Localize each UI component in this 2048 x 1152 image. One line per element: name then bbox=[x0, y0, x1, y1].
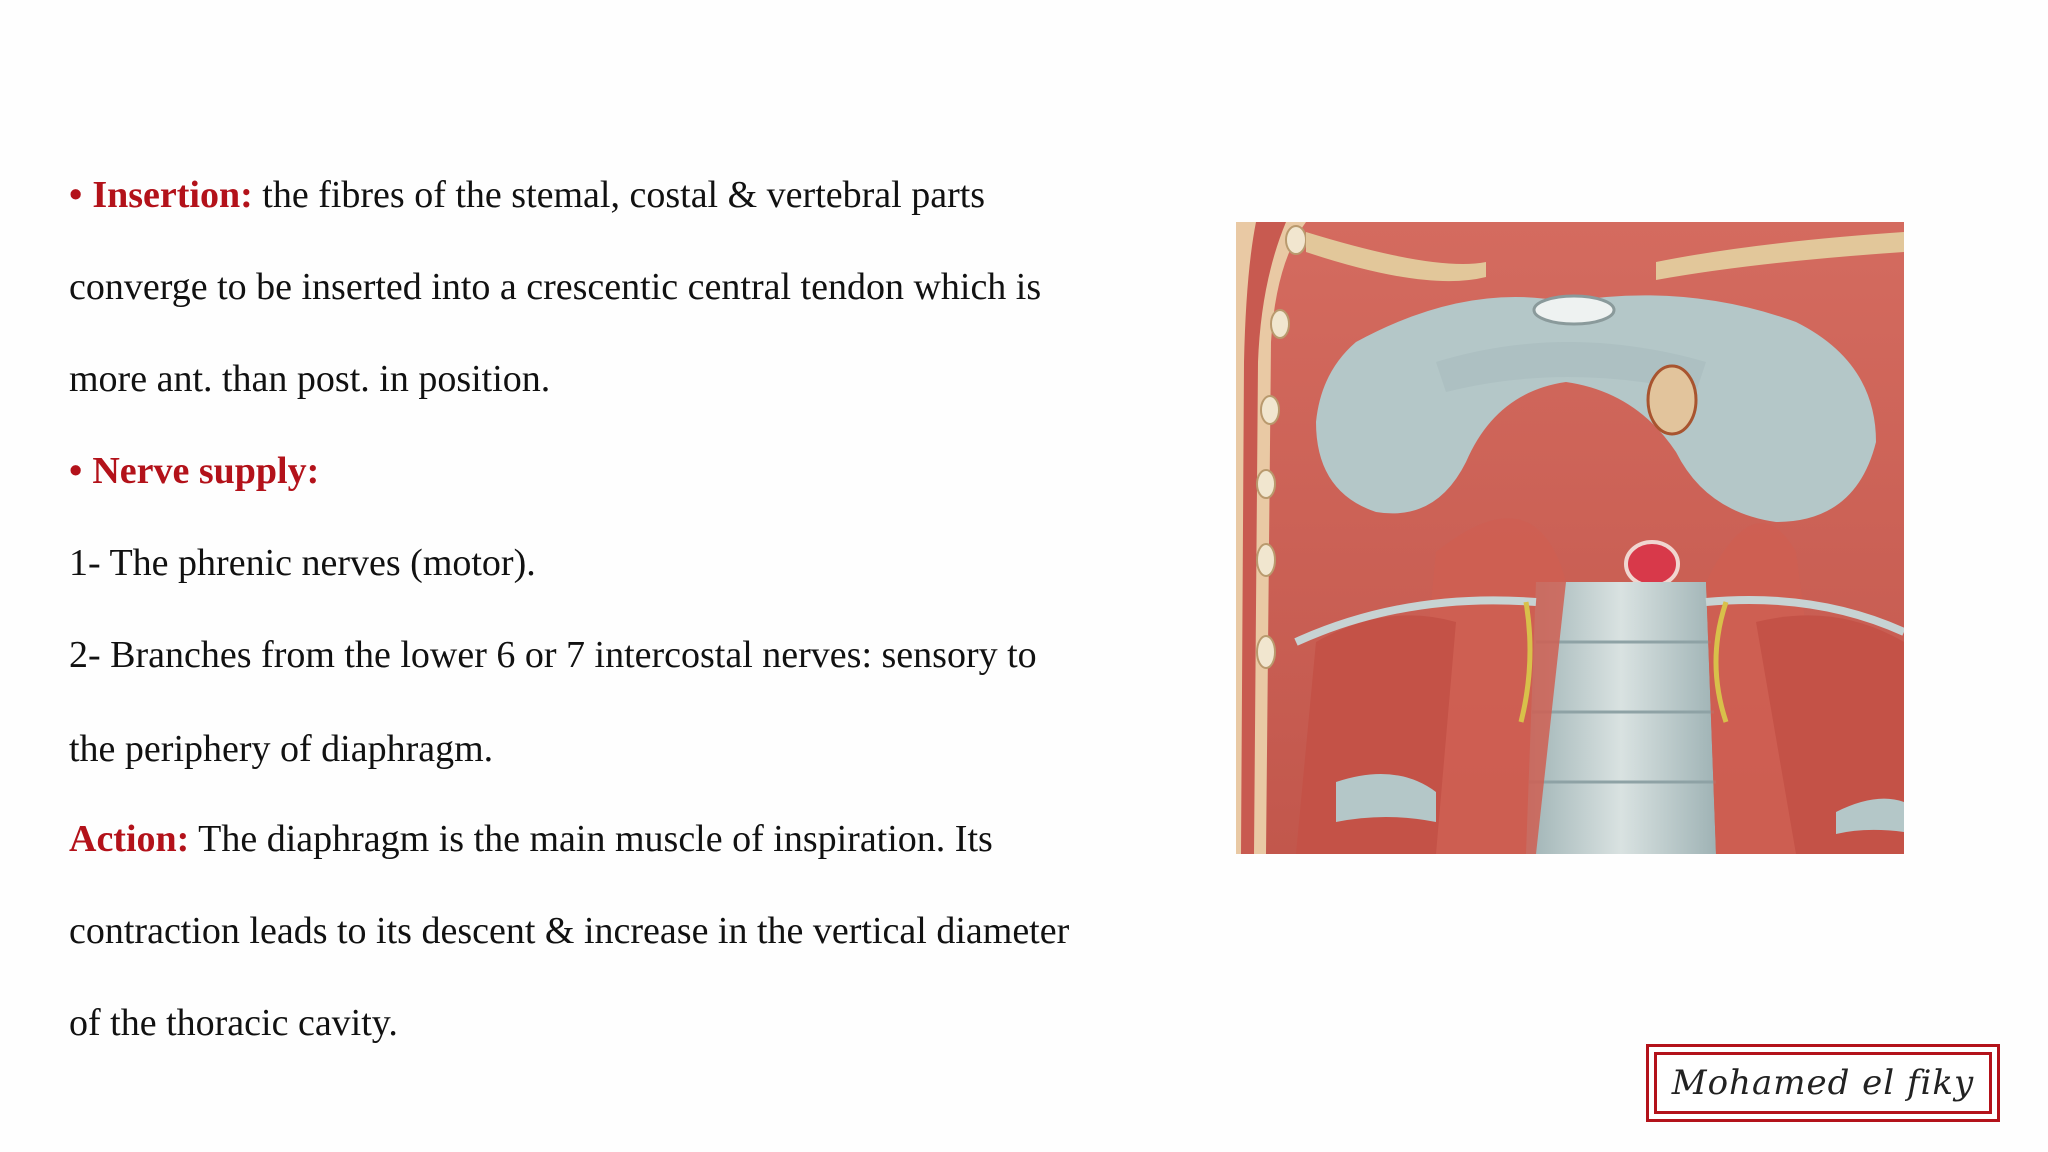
diaphragm-illustration bbox=[1236, 222, 1904, 854]
insertion-line-2: converge to be inserted into a crescentic central tendon which is bbox=[69, 266, 1042, 308]
author-signature bbox=[1646, 1044, 2000, 1122]
nerve-supply-bullet: • bbox=[69, 450, 83, 492]
insertion-bullet: • bbox=[69, 174, 83, 216]
action-line-1 bbox=[69, 816, 993, 862]
action-text-1: The diaphragm is the main muscle of inspiration. Its bbox=[198, 818, 993, 860]
nerve-supply-item-1: 1- The phrenic nerves (motor). bbox=[69, 542, 536, 584]
insertion-text-1: the fibres of the stemal, costal & vertebral parts bbox=[262, 174, 986, 216]
nerve-supply-label: Nerve supply: bbox=[92, 450, 320, 492]
action-label: Action: bbox=[69, 818, 190, 860]
insertion-label: Insertion: bbox=[92, 174, 253, 216]
signature-text: Mohamed el fiky bbox=[1654, 1052, 1992, 1114]
insertion-line-3: more ant. than post. in position. bbox=[69, 358, 551, 400]
insertion-line-1 bbox=[69, 172, 985, 218]
nerve-supply-item-3: the periphery of diaphragm. bbox=[69, 728, 494, 770]
action-line-2: contraction leads to its descent & increase in the vertical diameter bbox=[69, 910, 1070, 952]
action-line-3: of the thoracic cavity. bbox=[69, 1002, 398, 1044]
nerve-supply-heading bbox=[69, 448, 319, 494]
nerve-supply-item-2: 2- Branches from the lower 6 or 7 intercostal nerves: sensory to bbox=[69, 634, 1037, 676]
